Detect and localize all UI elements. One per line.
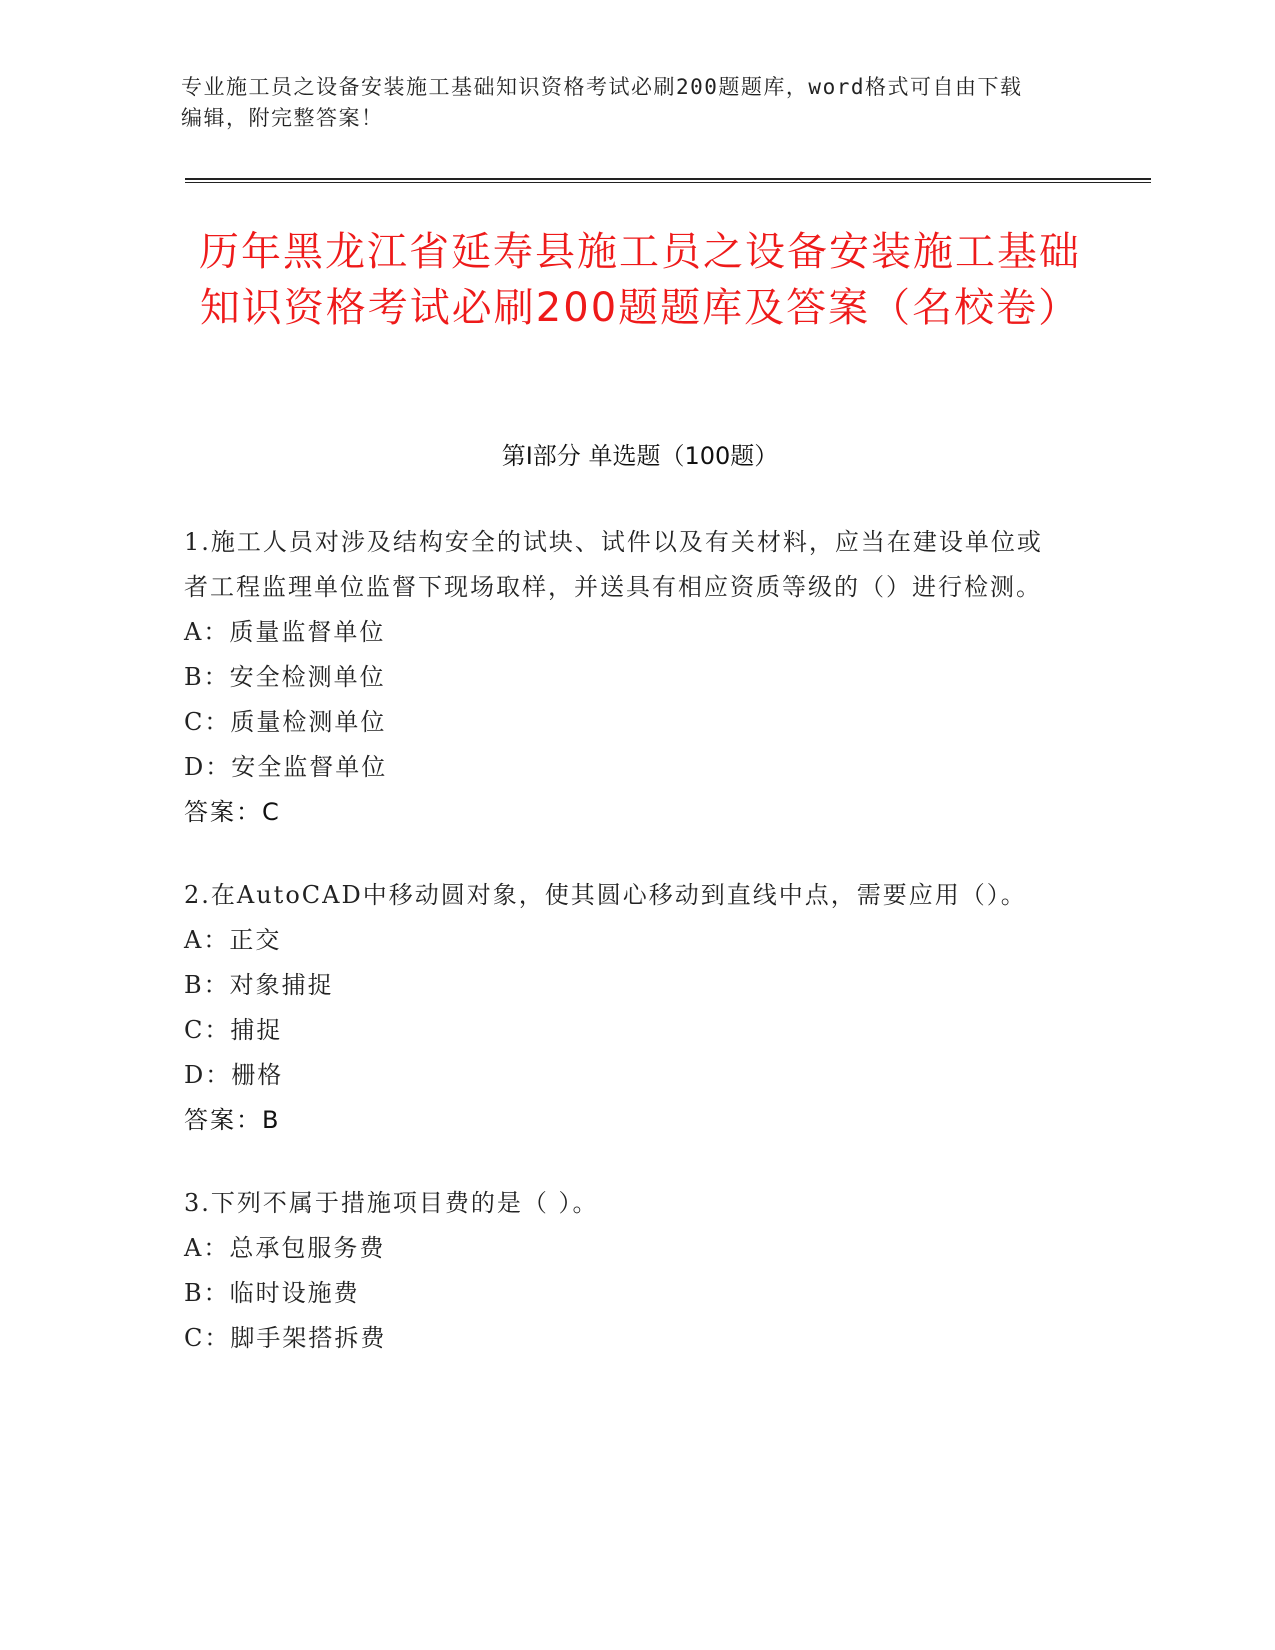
- option-b: B：对象捕捉: [184, 971, 334, 999]
- document-title: 历年黑龙江省延寿县施工员之设备安装施工基础知识资格考试必刷200题题库及答案（名校卷）: [199, 229, 1081, 331]
- option-b: B：临时设施费: [184, 1279, 360, 1307]
- question-stem: 1.施工人员对涉及结构安全的试块、试件以及有关材料，应当在建设单位或者工程监理单位监督下现场取样，并送具有相应资质等级的（）进行检测。: [184, 528, 1043, 601]
- option-d: D：栅格: [184, 1061, 284, 1089]
- section-title: 第Ⅰ部分 单选题（100题）: [501, 442, 779, 470]
- question-1: [184, 520, 1054, 835]
- question-list: [184, 520, 1054, 1399]
- option-a: A：质量监督单位: [184, 618, 386, 646]
- question-stem: 3.下列不属于措施项目费的是（ ）。: [184, 1189, 599, 1217]
- option-d: D：安全监督单位: [184, 753, 388, 781]
- header-divider: [185, 178, 1151, 183]
- header-note: 专业施工员之设备安装施工基础知识资格考试必刷200题题库，word格式可自由下载编辑，附完整答案！: [181, 75, 1023, 130]
- question-2: [184, 873, 1054, 1143]
- answer: 答案：C: [184, 798, 281, 826]
- answer: 答案：B: [184, 1106, 281, 1134]
- question-3: [184, 1181, 1054, 1361]
- option-c: C：质量检测单位: [184, 708, 387, 736]
- option-b: B：安全检测单位: [184, 663, 386, 691]
- option-c: C：脚手架搭拆费: [184, 1324, 387, 1352]
- option-c: C：捕捉: [184, 1016, 283, 1044]
- option-a: A：正交: [184, 926, 282, 954]
- question-stem: 2.在AutoCAD中移动圆对象，使其圆心移动到直线中点，需要应用（）。: [184, 881, 1027, 909]
- option-a: A：总承包服务费: [184, 1234, 386, 1262]
